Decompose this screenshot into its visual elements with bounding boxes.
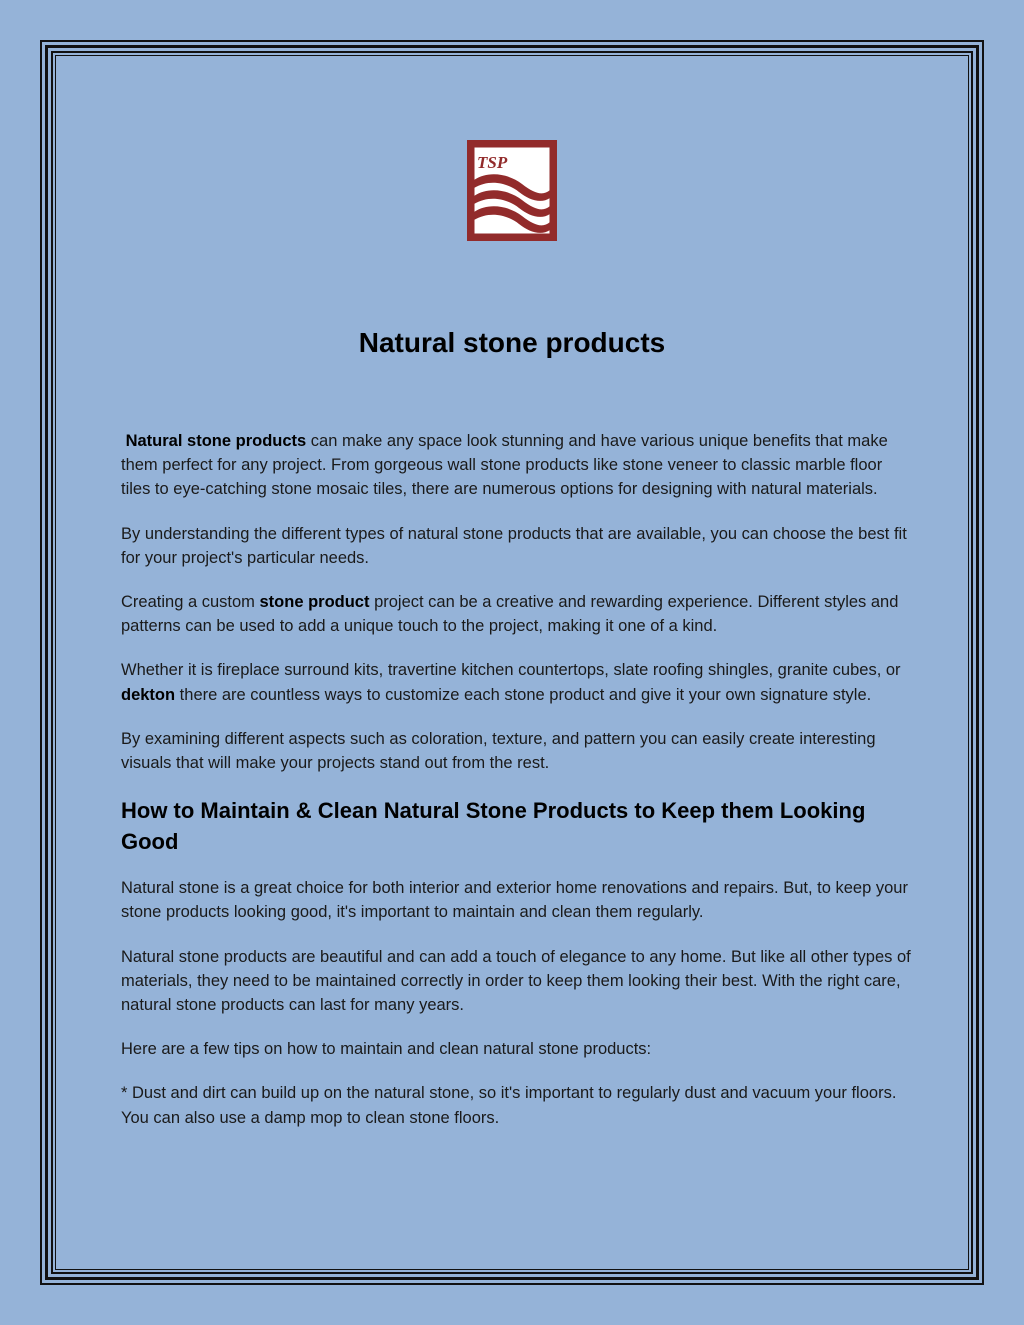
keyword-natural-stone-products: Natural stone products bbox=[125, 432, 307, 450]
paragraph-examples bbox=[121, 658, 911, 706]
stone-waves-logo-icon bbox=[467, 140, 557, 241]
section-paragraph-2: Natural stone products are beautiful and can add a touch of elegance to any home. But like all other types of materials, they need to be maintained correctly in order to keep them looking their best. With the right care, natural stone products can last for many years. bbox=[121, 947, 911, 1015]
article-body bbox=[121, 429, 911, 1150]
paragraph-visuals: By examining different aspects such as coloration, texture, and pattern you can easily create interesting visuals that will make your projects stand out from the rest. bbox=[121, 729, 876, 773]
keyword-dekton: dekton bbox=[121, 685, 176, 704]
keyword-stone-product: stone product bbox=[259, 593, 370, 612]
examples-text-before: Whether it is fireplace surround kits, travertine kitchen countertops, slate roofing shingles, granite cubes, or bbox=[121, 661, 901, 680]
examples-text-after: there are countless ways to customize each stone product and give it your own signature style. bbox=[175, 685, 872, 704]
section-paragraph-1: Natural stone is a great choice for both interior and exterior home renovations and repairs. But, to keep your stone products looking good, it's important to maintain and clean them regularly. bbox=[121, 879, 908, 922]
tip-item: * Dust and dirt can build up on the natural stone, so it's important to regularly dust and vacuum your floors. You can also use a damp mop to clean stone floors. bbox=[121, 1084, 897, 1127]
paragraph-custom bbox=[121, 590, 911, 638]
logo-text: TSP bbox=[477, 153, 508, 172]
intro-text: can make any space look stunning and have various unique benefits that make them perfect for any project. From gorgeous wall stone products like stone veneer to classic marble floor tiles to eye-catching stone mosaic tiles, there are numerous options for designing with natural materials. bbox=[121, 432, 888, 499]
paragraph-types: By understanding the different types of natural stone products that are available, you can choose the best fit for your project's particular needs. bbox=[121, 524, 907, 567]
tsp-logo bbox=[467, 140, 557, 241]
section-heading: How to Maintain & Clean Natural Stone Products to Keep them Looking Good bbox=[121, 798, 866, 855]
section-paragraph-3: Here are a few tips on how to maintain and clean natural stone products: bbox=[121, 1040, 652, 1059]
custom-text-before: Creating a custom bbox=[121, 593, 260, 612]
custom-text-after: project can be a creative and rewarding experience. Different styles and patterns can be used to add a unique touch to the project, making it one of a kind. bbox=[121, 593, 899, 636]
page-title: Natural stone products bbox=[358, 327, 666, 358]
intro-paragraph bbox=[121, 429, 911, 502]
